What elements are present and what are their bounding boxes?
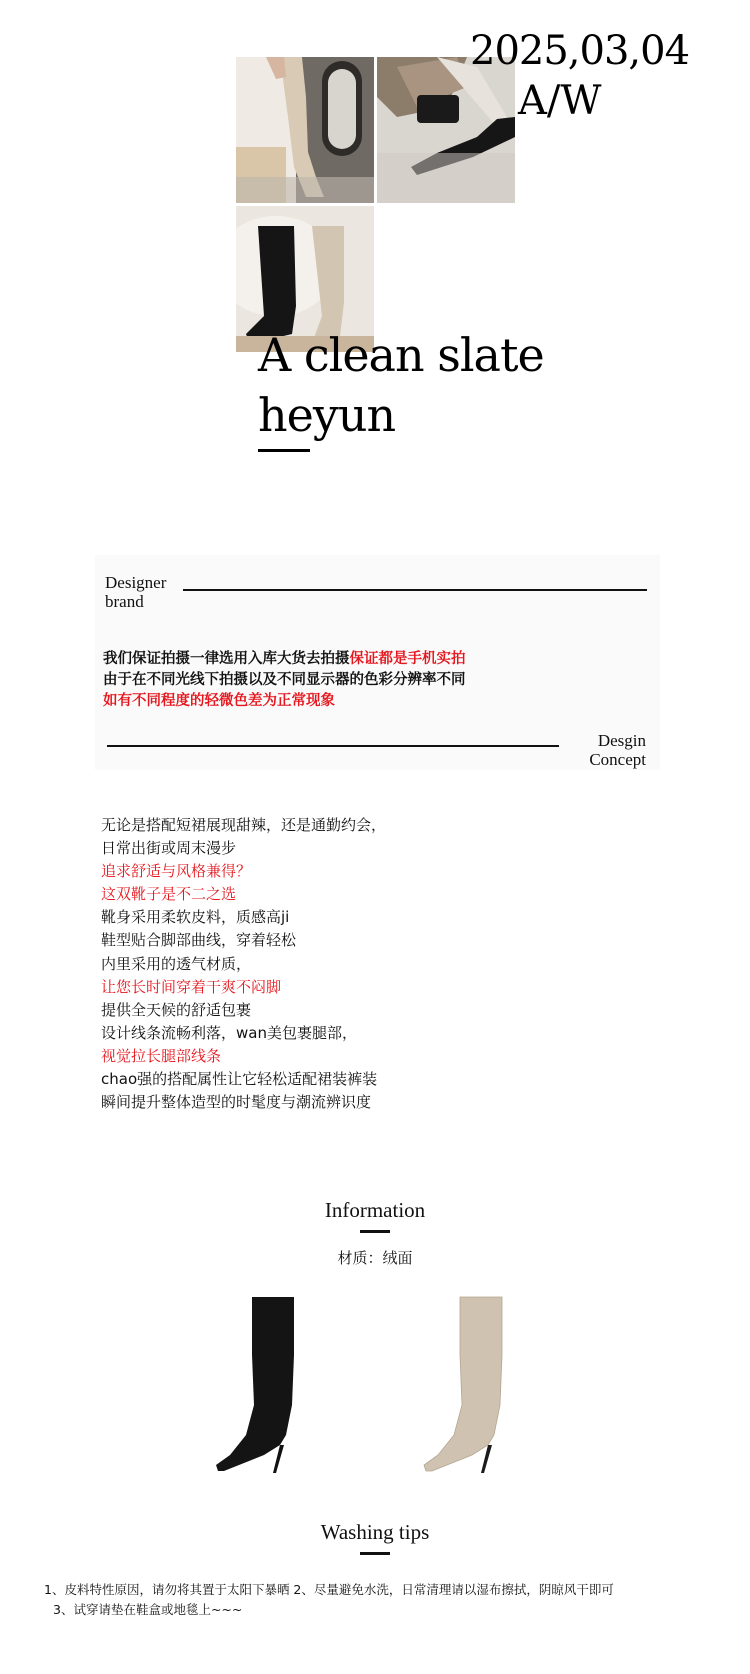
product-description bbox=[101, 814, 386, 1114]
concept-label-line1: Desgin bbox=[597, 731, 646, 750]
description-line: 设计线条流畅利落，wan美包裹腿部， bbox=[101, 1023, 357, 1042]
collection-date: 2025,03,04 bbox=[470, 28, 690, 74]
washing-tips-underline bbox=[360, 1552, 390, 1555]
washing-tip-line-2: 3、试穿请垫在鞋盒或地毯上~~~ bbox=[53, 1602, 243, 1617]
description-line: 追求舒适与风格兼得？ bbox=[101, 862, 252, 881]
boot-photo-1 bbox=[236, 57, 374, 203]
information-underline bbox=[360, 1230, 390, 1233]
description-line: 无论是搭配短裙展现甜辣，还是通勤约会， bbox=[101, 816, 387, 834]
season-label: A/W bbox=[518, 78, 602, 124]
description-line: 内里采用的透气材质， bbox=[101, 954, 252, 973]
description-line: 靴身采用柔软皮料，质感高ji bbox=[101, 908, 290, 927]
tagline: A clean slate bbox=[258, 328, 544, 382]
bottom-divider bbox=[107, 745, 559, 747]
designer-notice-panel bbox=[95, 555, 660, 770]
description-line: 让您长时间穿着干爽不闷脚 bbox=[101, 977, 282, 996]
boot-photo-2 bbox=[377, 57, 515, 203]
description-line: 鞋型贴合脚部曲线，穿着轻松 bbox=[101, 931, 297, 950]
description-line: 这双靴子是不二之选 bbox=[101, 885, 237, 904]
description-line: chao强的搭配属性让它轻松适配裙装裤装 bbox=[101, 1070, 378, 1089]
washing-tips-title: Washing tips bbox=[320, 1520, 430, 1544]
designer-label-line2: brand bbox=[105, 592, 144, 611]
description-line: 视觉拉长腿部线条 bbox=[101, 1046, 222, 1065]
concept-label-line2: Concept bbox=[589, 750, 646, 769]
information-title: Information bbox=[324, 1198, 426, 1222]
brand-underline bbox=[258, 449, 310, 452]
top-divider bbox=[183, 589, 647, 591]
designer-brand-label bbox=[105, 573, 166, 611]
brand-name: heyun bbox=[258, 388, 396, 442]
notice-line-2: 由于在不同光线下拍摄以及不同显示器的色彩分辨率不同 bbox=[103, 672, 466, 688]
black-boot-image bbox=[210, 1295, 310, 1475]
notice-line-1-text: 我们保证拍摄一律选用入库大货去拍摄 bbox=[103, 651, 350, 667]
material-label: 材质：绒面 bbox=[337, 1249, 413, 1267]
notice-line-1-highlight: 保证都是手机实拍 bbox=[349, 651, 466, 667]
design-concept-label bbox=[575, 731, 646, 769]
designer-label-line1: Designer bbox=[105, 573, 167, 592]
notice-line-1 bbox=[103, 649, 466, 670]
washing-tip-line-1: 1、皮料特性原因，请勿将其置于太阳下暴晒 2、尽量避免水洗，日常清理请以湿布擦拭，阴晾风干即可 bbox=[44, 1582, 614, 1597]
description-line: 提供全天候的舒适包裹 bbox=[101, 1000, 252, 1019]
description-line: 日常出街或周末漫步 bbox=[101, 839, 237, 858]
notice-line-3: 如有不同程度的轻微色差为正常现象 bbox=[103, 693, 335, 709]
beige-boot-image bbox=[418, 1295, 518, 1475]
washing-tips-text bbox=[44, 1580, 614, 1620]
description-line: 瞬间提升整体造型的时髦度与潮流辨识度 bbox=[101, 1093, 372, 1112]
